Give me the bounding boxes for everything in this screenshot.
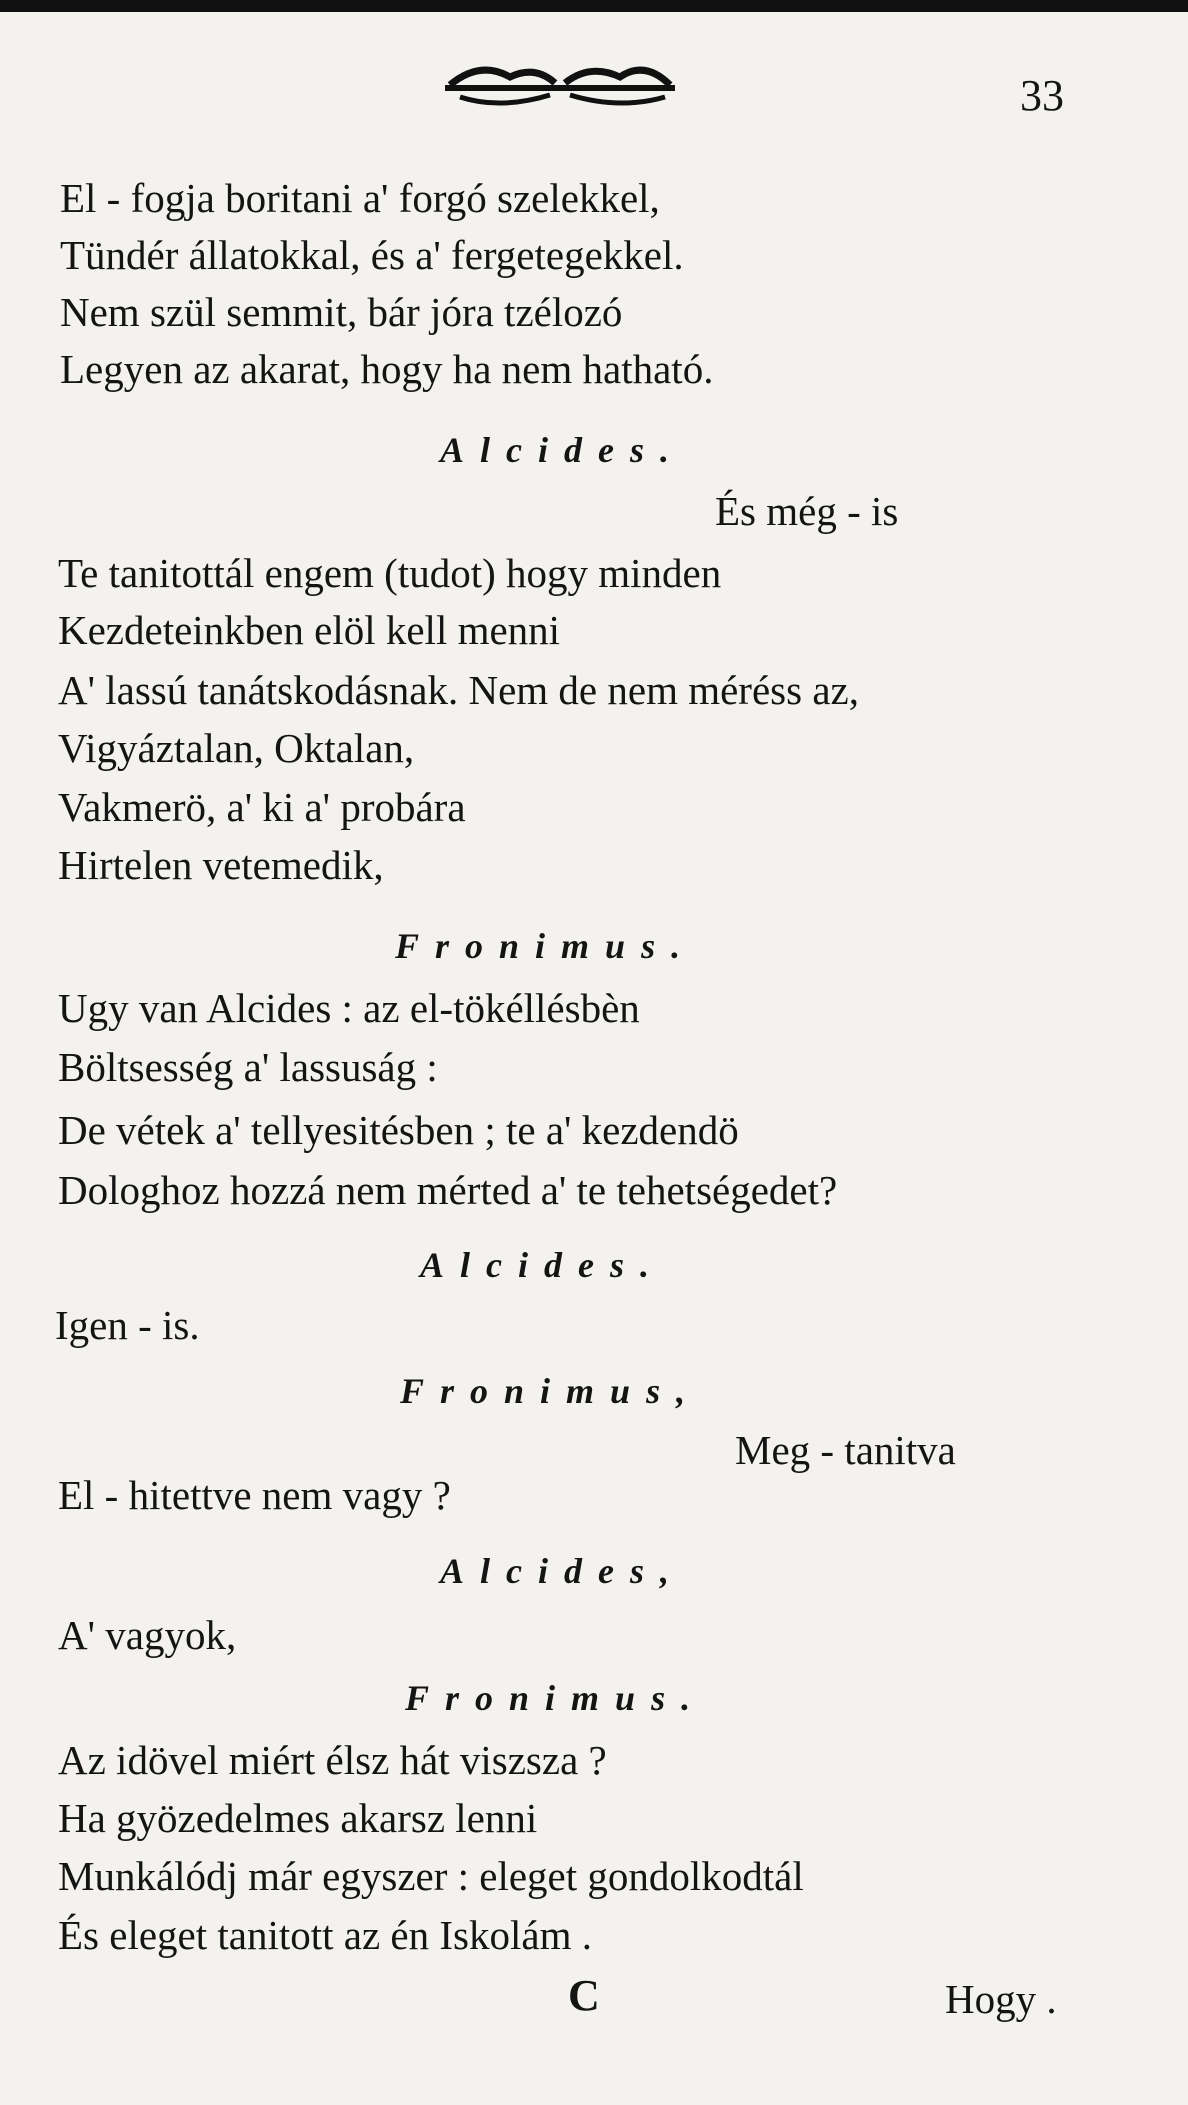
- verse-line: Kezdeteinkben elöl kell menni: [58, 607, 561, 653]
- verse-line: Böltsesség a' lassuság :: [58, 1044, 438, 1090]
- verse-line: Vakmerö, a' ki a' probára: [58, 784, 466, 830]
- verse-line: Ha gyözedelmes akarsz lenni: [58, 1795, 538, 1841]
- verse-line: De vétek a' tellyesitésben ; te a' kezdendö: [58, 1107, 739, 1153]
- verse-line: Legyen az akarat, hogy ha nem hatható.: [60, 346, 714, 392]
- verse-line: Nem szül semmit, bár jóra tzélozó: [60, 289, 623, 335]
- speaker-name: Fronimus.: [395, 926, 697, 966]
- verse-line: Munkálódj már egyszer : eleget gondolkodtál: [58, 1853, 804, 1899]
- verse-line: El - hitettve nem vagy ?: [58, 1472, 451, 1518]
- verse-line: A' lassú tanátskodásnak. Nem de nem méréss az,: [58, 667, 859, 713]
- verse-line: A' vagyok,: [58, 1612, 237, 1658]
- verse-line: Vigyáztalan, Oktalan,: [58, 725, 415, 771]
- verse-line: Ugy van Alcides : az el-tökéllésbèn: [58, 985, 640, 1031]
- verse-line: Hirtelen vetemedik,: [58, 842, 384, 888]
- verse-line: És még - is: [715, 488, 899, 534]
- verse-line: Tündér állatokkal, és a' fergetegekkel.: [60, 232, 684, 278]
- speaker-name: Fronimus,: [400, 1371, 702, 1411]
- speaker-name: Alcides.: [440, 430, 685, 470]
- signature-mark: C: [568, 1971, 600, 2020]
- printer-ornament-icon: [440, 55, 680, 110]
- verse-line: Meg - tanitva: [735, 1427, 956, 1473]
- verse-line: El - fogja boritani a' forgó szelekkel,: [60, 175, 660, 221]
- speaker-name: Alcides,: [440, 1551, 685, 1591]
- speaker-name: Fronimus.: [405, 1678, 707, 1718]
- page-number: 33: [1020, 71, 1064, 120]
- verse-line: Az idövel miért élsz hát viszsza ?: [58, 1737, 607, 1783]
- verse-line: Igen - is.: [55, 1302, 200, 1348]
- catchword: Hogy .: [945, 1976, 1057, 2022]
- page-top-edge: [0, 0, 1188, 12]
- speaker-name: Alcides.: [420, 1245, 665, 1285]
- verse-line: És eleget tanitott az én Iskolám .: [58, 1912, 592, 1958]
- verse-line: Dologhoz hozzá nem mérted a' te tehetségedet?: [58, 1167, 838, 1213]
- verse-line: Te tanitottál engem (tudot) hogy minden: [58, 550, 722, 596]
